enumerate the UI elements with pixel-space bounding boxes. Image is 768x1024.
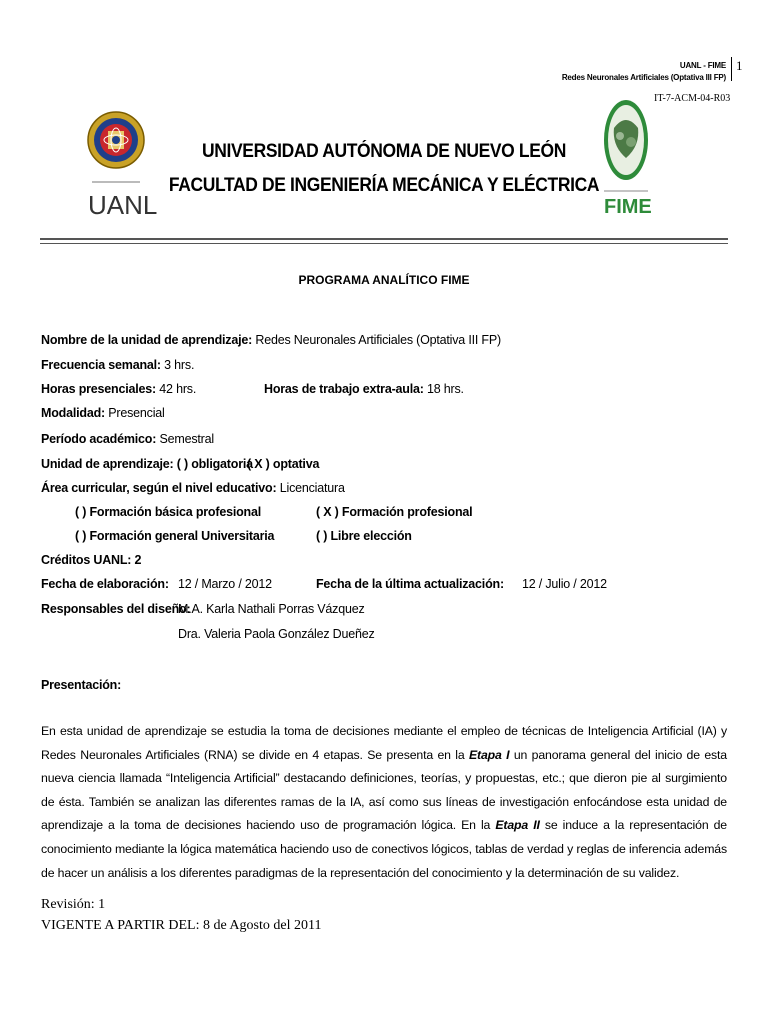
fime-logo-label: FIME	[604, 196, 652, 218]
paragraph-text-2: un panorama general del inicio de esta nueva ciencia llamada “Inteligencia Artificial” destacando definiciones, teorías, y propuestas, etc.; que dieron pie al surgimiento de ésta. También se analizan las diferentes ramas de la IA, así como sus líneas de investigación enfocándose esta unidad de aprendizaje a la toma de decisiones haciendo uso de programación lógica. En la	[41, 747, 727, 833]
field-period	[41, 432, 214, 446]
header-top-line: UANL - FIME	[679, 61, 726, 70]
field-label: Frecuencia semanal:	[41, 358, 161, 372]
field-value: Redes Neuronales Artificiales (Optativa III FP)	[255, 333, 501, 347]
option-optativa: ( X ) optativa	[247, 457, 320, 471]
revision-note: Revisión: 1	[41, 897, 106, 912]
faculty-title: FACULTAD DE INGENIERÍA MECÁNICA Y ELÉCTRICA	[168, 175, 600, 196]
option-formacion-general: ( ) Formación general Universitaria	[75, 529, 275, 543]
paragraph-text-1: En esta unidad de aprendizaje se estudia la toma de decisiones mediante el empleo de técnicas de Inteligencia Artificial (IA) y Redes Neuronales Artificiales (RNA) se divide en 4 etapas. Se presenta en la	[41, 724, 727, 762]
header-course-line: Redes Neuronales Artificiales (Optativa III FP)	[561, 73, 726, 82]
field-value: Presencial	[108, 406, 165, 420]
paragraph-text-3: se induce a la representación de conocimiento mediante la lógica matemática haciendo uso de conectivos lógicos, tablas de verdad y reglas de inferencia además de hacer un análisis a los diferentes paradigmas de la representación del conocimiento y la determinación de su validez.	[41, 818, 727, 880]
field-unit-type	[41, 457, 253, 471]
header-rule-thick	[40, 238, 728, 240]
field-label: Modalidad:	[41, 406, 105, 420]
option-formacion-profesional: ( X ) Formación profesional	[316, 505, 473, 519]
university-title: UNIVERSIDAD AUTÓNOMA DE NUEVO LEÓN	[202, 141, 566, 162]
header-rule-thin	[40, 243, 728, 244]
field-extra-hours	[264, 382, 464, 396]
field-label: Horas presenciales:	[41, 382, 157, 396]
designer-2: Dra. Valeria Paola González Dueñez	[178, 627, 375, 641]
document-code: IT-7-ACM-04-R03	[654, 93, 731, 104]
field-value: 3 hrs.	[164, 358, 195, 372]
field-modality	[41, 406, 165, 420]
option-libre-eleccion: ( ) Libre elección	[316, 529, 412, 543]
etapa-2-label: Etapa II	[495, 818, 540, 833]
option-formacion-basica: ( ) Formación básica profesional	[75, 505, 262, 519]
page-number: 1	[736, 58, 743, 73]
page-number-divider	[731, 57, 732, 81]
designer-1: M.A. Karla Nathali Porras Vázquez	[178, 602, 365, 616]
designers-label: Responsables del diseño:	[41, 602, 191, 616]
presentation-paragraph	[41, 720, 727, 885]
field-frequency	[41, 358, 194, 372]
field-value: Licenciatura	[279, 481, 345, 495]
update-date-label: Fecha de la última actualización:	[316, 577, 504, 591]
field-area	[41, 481, 345, 495]
field-credits: Créditos UANL: 2	[41, 553, 142, 567]
effective-date-note: VIGENTE A PARTIR DEL: 8 de Agosto del 2011	[41, 918, 322, 933]
field-label: Área curricular, según el nivel educativo:	[41, 481, 277, 495]
update-date-value: 12 / Julio / 2012	[522, 577, 607, 591]
field-label: Unidad de aprendizaje:	[41, 457, 174, 471]
option-obligatoria: ( ) obligatoria	[176, 457, 253, 471]
elaboration-date-label: Fecha de elaboración:	[41, 577, 169, 591]
etapa-1-label: Etapa I	[468, 747, 510, 762]
field-label: Período académico:	[41, 432, 157, 446]
field-label: Horas de trabajo extra-aula:	[264, 382, 424, 396]
elaboration-date-value: 12 / Marzo / 2012	[178, 577, 272, 591]
field-unit-name	[41, 333, 501, 347]
program-title: PROGRAMA ANALÍTICO FIME	[298, 273, 470, 287]
field-value: 42 hrs.	[159, 382, 197, 396]
field-label: Nombre de la unidad de aprendizaje:	[41, 333, 253, 347]
field-hours	[41, 382, 196, 396]
uanl-logo-label: UANL	[88, 190, 158, 220]
field-value: 18 hrs.	[427, 382, 464, 396]
field-value: Semestral	[159, 432, 214, 446]
running-header	[562, 60, 726, 84]
presentation-heading: Presentación:	[41, 678, 122, 692]
